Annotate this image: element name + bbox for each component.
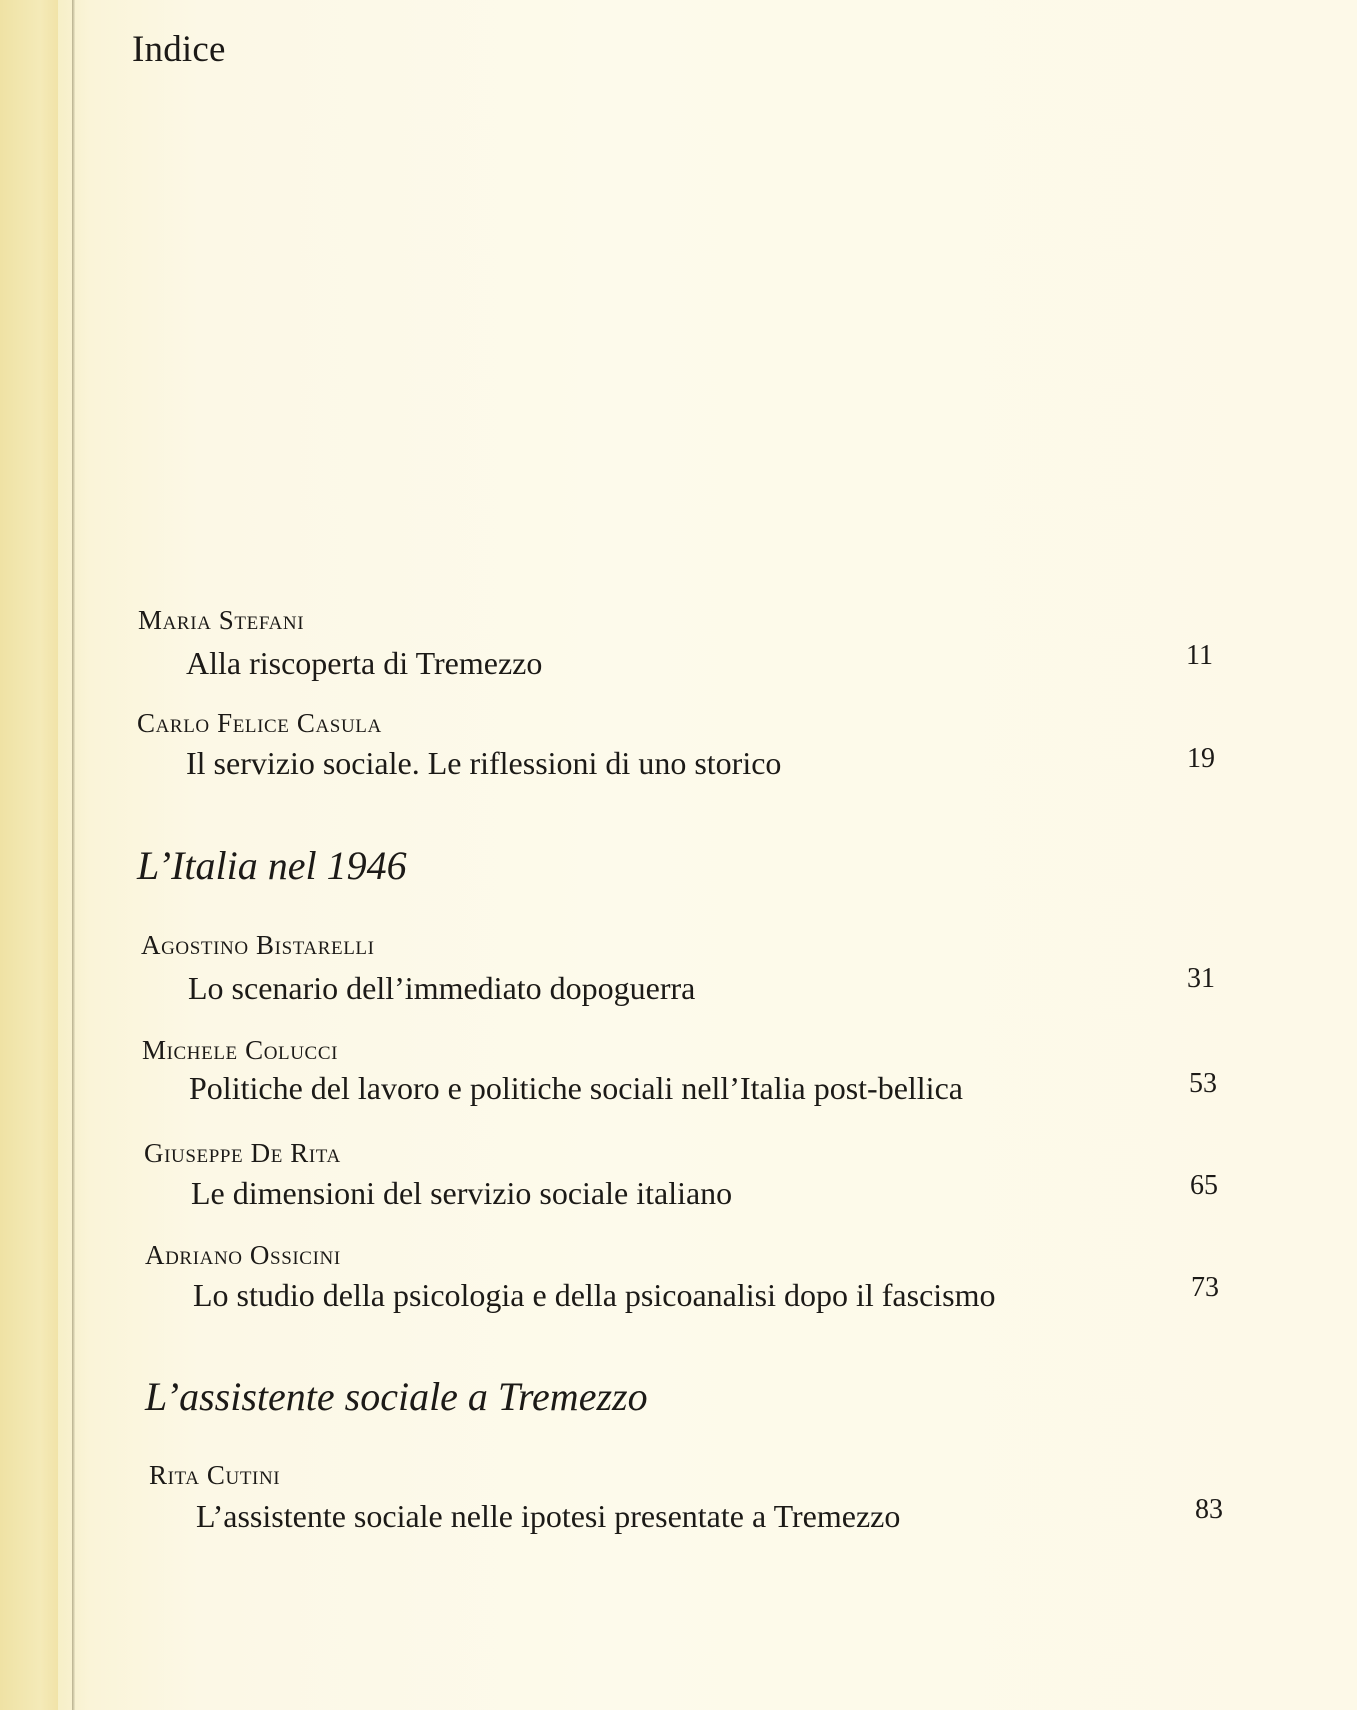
- entry-title[interactable]: Le dimensioni del servizio sociale italiano: [191, 1175, 733, 1211]
- entry-page-number: 53: [1189, 1068, 1217, 1099]
- entry-page-number: 19: [1187, 743, 1215, 774]
- section-title: L’assistente sociale a Tremezzo: [145, 1374, 648, 1419]
- entry-title[interactable]: Politiche del lavoro e politiche sociali nell’Italia post-bellica: [189, 1070, 963, 1106]
- entry-page-number: 11: [1186, 640, 1213, 671]
- entry-page-number: 73: [1191, 1272, 1219, 1303]
- entry-author: Agostino Bistarelli: [141, 930, 375, 960]
- entry-page-number: 83: [1195, 1494, 1223, 1525]
- entry-author: Carlo Felice Casula: [137, 708, 382, 738]
- entry-title[interactable]: Lo scenario dell’immediato dopoguerra: [188, 970, 696, 1006]
- page-heading: Indice: [132, 29, 226, 70]
- entry-author: Michele Colucci: [142, 1035, 339, 1065]
- entry-author: Maria Stefani: [138, 605, 305, 635]
- book-gutter: [0, 0, 58, 1710]
- entry-author: Adriano Ossicini: [145, 1240, 341, 1270]
- entry-title[interactable]: L’assistente sociale nelle ipotesi presentate a Tremezzo: [196, 1498, 901, 1534]
- entry-page-number: 65: [1190, 1170, 1218, 1201]
- entry-title[interactable]: Lo studio della psicologia e della psicoanalisi dopo il fascismo: [193, 1277, 996, 1313]
- binding-shadow: [72, 0, 75, 1710]
- entry-author: Rita Cutini: [149, 1460, 281, 1490]
- entry-title[interactable]: Il servizio sociale. Le riflessioni di uno storico: [186, 745, 782, 781]
- entry-author: Giuseppe De Rita: [144, 1138, 341, 1168]
- section-title: L’Italia nel 1946: [137, 843, 407, 888]
- entry-title[interactable]: Alla riscoperta di Tremezzo: [186, 645, 543, 681]
- entry-page-number: 31: [1187, 963, 1215, 994]
